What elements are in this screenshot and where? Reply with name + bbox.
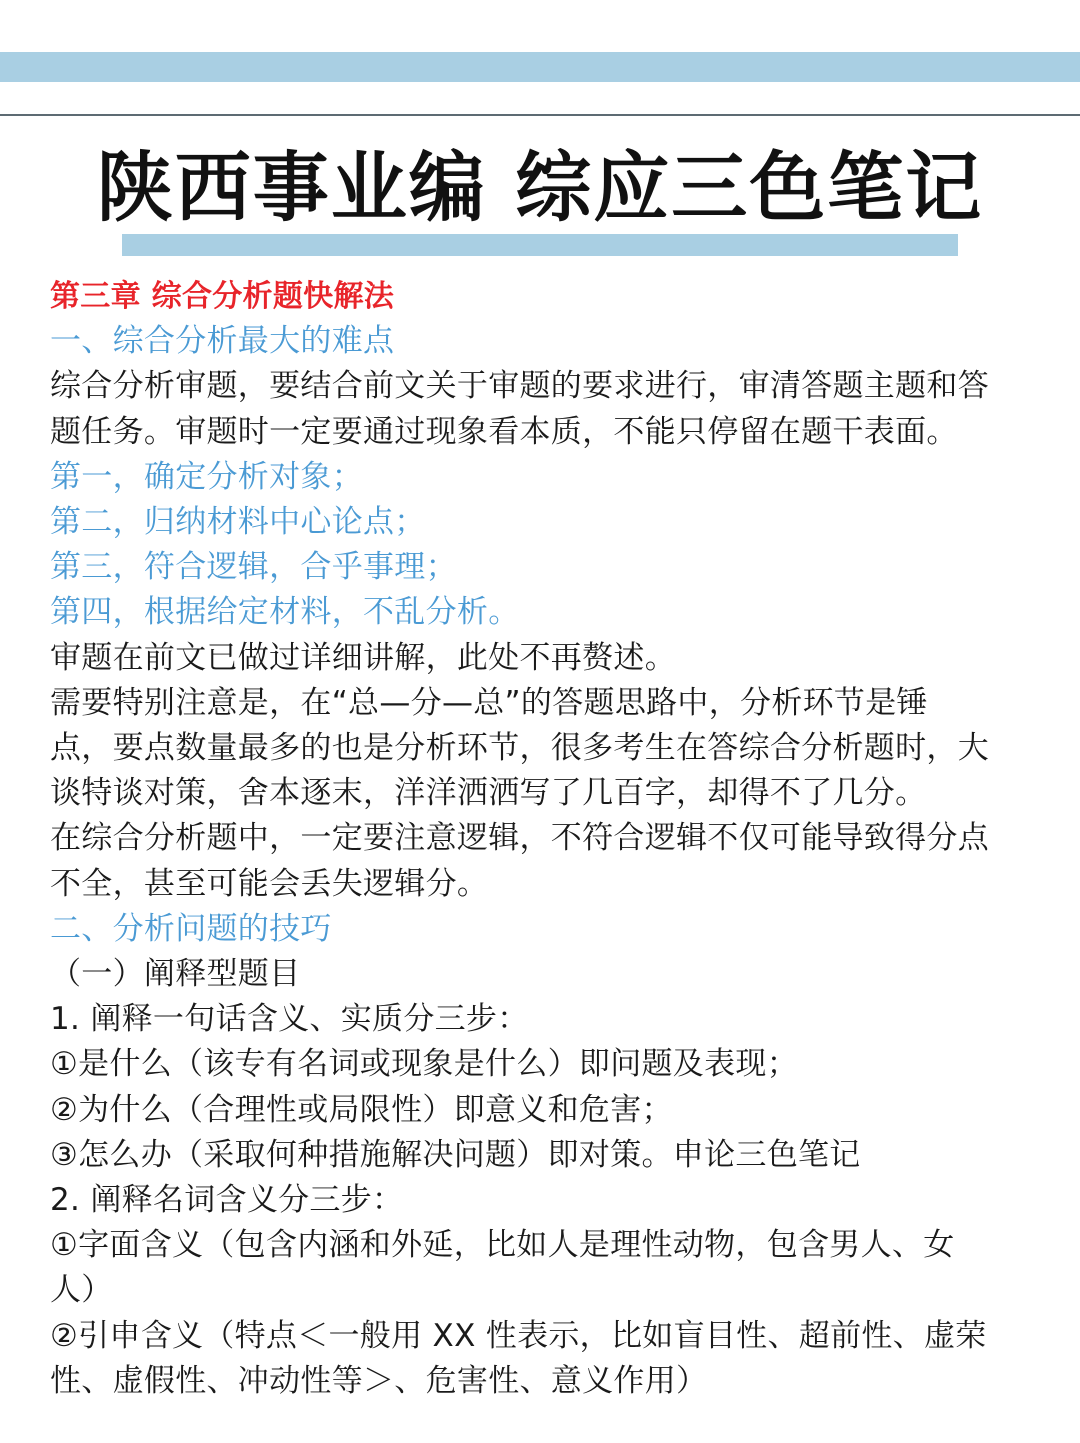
- numbered-item: 2. 阐释名词含义分三步：: [50, 1182, 404, 1219]
- title-underline-bar: [122, 234, 958, 256]
- note-content: [50, 274, 1040, 1404]
- body-line: 综合分析审题，要结合前文关于审题的要求进行，审清答题主题和答: [50, 368, 989, 405]
- body-line: 在综合分析题中，一定要注意逻辑，不符合逻辑不仅可能导致得分点: [50, 820, 989, 857]
- subsection-heading: （一）阐释型题目: [50, 956, 301, 993]
- body-line: 不全，甚至可能会丢失逻辑分。: [50, 865, 489, 902]
- section-heading-1: 一、综合分析最大的难点: [50, 323, 395, 360]
- numbered-item: 1. 阐释一句话含义、实质分三步：: [50, 1001, 529, 1038]
- point-second: 第二，归纳材料中心论点；: [50, 504, 426, 541]
- circled-step: ①字面含义（包含内涵和外延，比如人是理性动物，包含男人、女: [50, 1227, 955, 1264]
- body-line: 需要特别注意是，在“总—分—总”的答题思路中，分析环节是锤: [50, 684, 928, 721]
- circled-step: ②引申含义（特点＜一般用 XX 性表示，比如盲目性、超前性、虚荣: [50, 1317, 987, 1354]
- body-line: 题任务。审题时一定要通过现象看本质，不能只停留在题干表面。: [50, 413, 958, 450]
- body-line: 审题在前文已做过详细讲解，此处不再赘述。: [50, 639, 676, 676]
- circled-step-continued: 性、虚假性、冲动性等＞、危害性、意义作用）: [50, 1362, 708, 1399]
- page-title: 陕西事业编 综应三色笔记: [96, 143, 984, 232]
- circled-step: ③怎么办（采取何种措施解决问题）即对策。申论三色笔记: [50, 1136, 861, 1173]
- circled-step: ①是什么（该专有名词或现象是什么）即问题及表现；: [50, 1046, 798, 1083]
- top-accent-band: [0, 52, 1080, 82]
- top-divider-line: [0, 114, 1080, 116]
- body-line: 谈特谈对策，舍本逐末，洋洋洒洒写了几百字，却得不了几分。: [50, 775, 927, 812]
- body-line: 点，要点数量最多的也是分析环节，很多考生在答综合分析题时，大: [50, 730, 989, 767]
- point-third: 第三，符合逻辑，合乎事理；: [50, 549, 457, 586]
- chapter-heading: 第三章 综合分析题快解法: [50, 279, 395, 314]
- circled-step: ②为什么（合理性或局限性）即意义和危害；: [50, 1091, 673, 1128]
- point-fourth: 第四，根据给定材料，不乱分析。: [50, 594, 520, 631]
- point-first: 第一，确定分析对象；: [50, 458, 363, 495]
- circled-step-continued: 人）: [50, 1272, 113, 1309]
- section-heading-2: 二、分析问题的技巧: [50, 910, 332, 947]
